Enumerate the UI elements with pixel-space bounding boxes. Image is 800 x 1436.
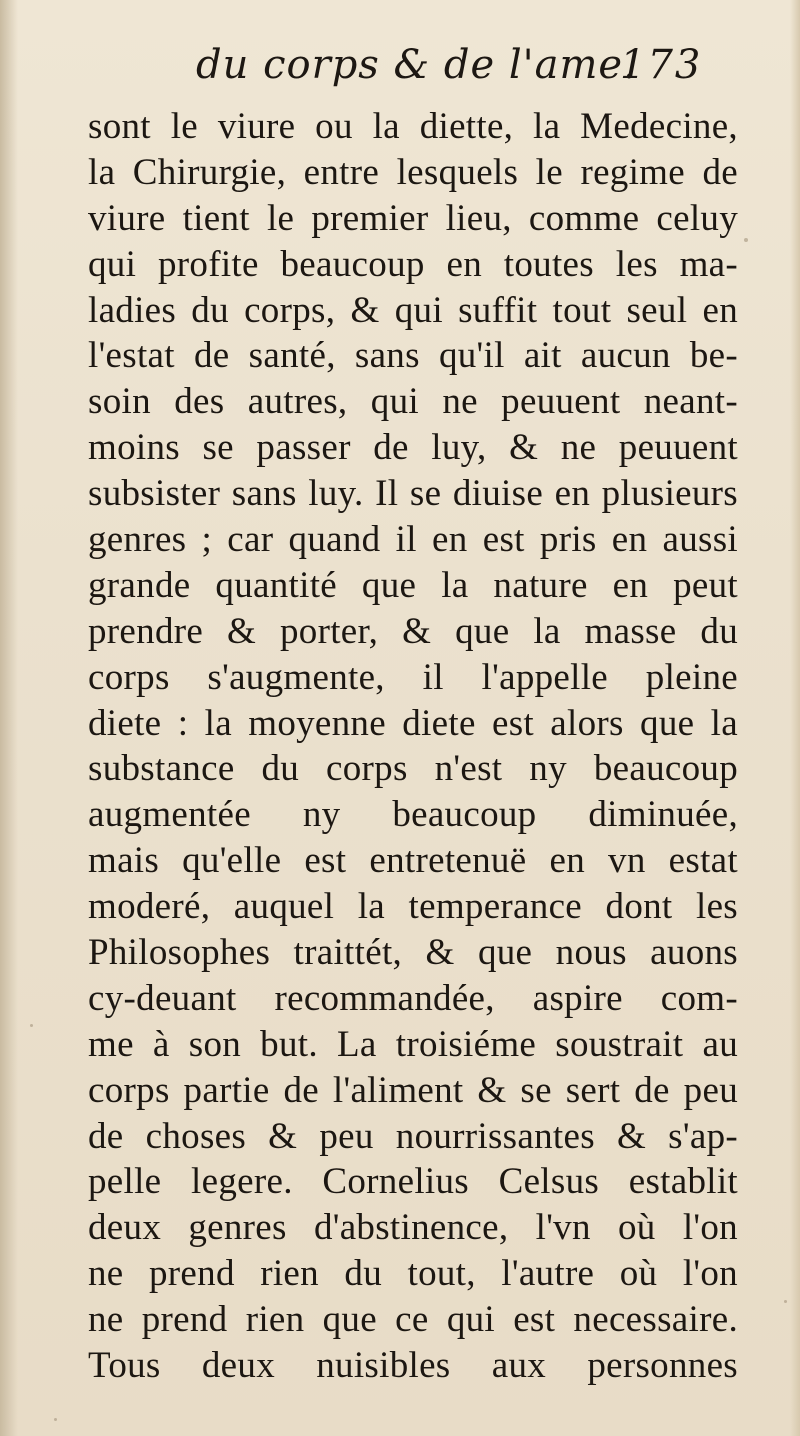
text-line: augmentée ny beaucoup diminuée, xyxy=(88,794,738,836)
text-line: moins se passer de luy, & ne peuuent xyxy=(88,427,738,469)
running-head-title: du corps & de l'ame. xyxy=(196,42,637,88)
paper-speck xyxy=(54,1418,57,1421)
text-line: subsister sans luy. Il se diuise en plusieurs xyxy=(88,473,738,515)
text-line: la Chirurgie, entre lesquels le regime de xyxy=(88,151,738,193)
text-line: deux genres d'abstinence, l'vn où l'on xyxy=(88,1207,738,1249)
text-line: de choses & peu nourrissantes & s'ap- xyxy=(88,1115,738,1157)
text-line: pelle legere. Cornelius Celsus establit xyxy=(88,1161,738,1203)
text-line: qui profite beaucoup en toutes les ma- xyxy=(88,243,738,285)
text-line: grande quantité que la nature en peut xyxy=(88,564,738,606)
text-line: sont le viure ou la diette, la Medecine, xyxy=(88,106,738,147)
paper-speck xyxy=(30,1024,33,1027)
text-line: l'estat de santé, sans qu'il ait aucun be- xyxy=(88,335,738,377)
body-text xyxy=(88,104,738,1389)
text-line: corps partie de l'aliment & se sert de peu xyxy=(88,1069,738,1111)
text-line: diete : la moyenne diete est alors que la xyxy=(88,702,738,744)
paper-speck xyxy=(784,1300,787,1303)
text-line: soin des autres, qui ne peuuent neant- xyxy=(88,381,738,423)
paper-speck xyxy=(744,238,748,242)
text-line: ne prend rien du tout, l'autre où l'on xyxy=(88,1253,738,1295)
text-line: mais qu'elle est entretenuë en vn estat xyxy=(88,840,738,882)
text-line: cy-deuant recommandée, aspire com- xyxy=(88,977,738,1019)
text-line: ladies du corps, & qui suffit tout seul en xyxy=(88,289,738,331)
text-line: viure tient le premier lieu, comme celuy xyxy=(88,197,738,239)
page-number: 173 xyxy=(620,42,703,88)
text-line: moderé, auquel la temperance dont les xyxy=(88,886,738,928)
text-line: corps s'augmente, il l'appelle pleine xyxy=(88,656,738,698)
text-line: genres ; car quand il en est pris en aussi xyxy=(88,519,738,561)
text-line: substance du corps n'est ny beaucoup xyxy=(88,748,738,790)
text-line: Tous deux nuisibles aux personnes xyxy=(88,1345,738,1387)
text-line: Philosophes traittét, & que nous auons xyxy=(88,932,738,974)
text-line: ne prend rien que ce qui est necessaire. xyxy=(88,1299,738,1341)
text-line: prendre & porter, & que la masse du xyxy=(88,610,738,652)
text-line: me à son but. La troisiéme soustrait au xyxy=(88,1023,738,1065)
running-head xyxy=(0,42,800,112)
